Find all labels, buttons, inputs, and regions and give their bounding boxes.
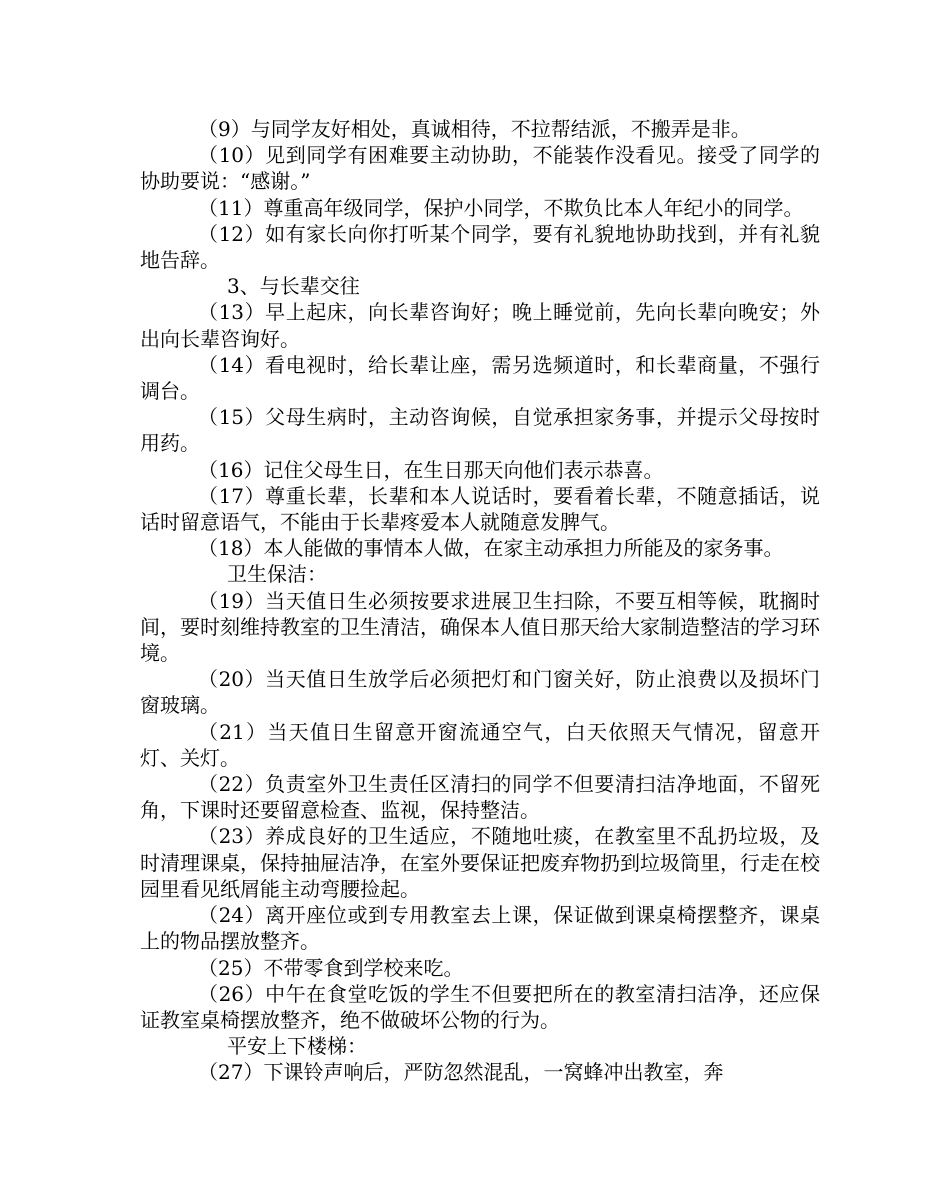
rule-item-10: （10）见到同学有困难要主动协助，不能装作没看见。接受了同学的协助要说：“感谢。” <box>140 143 820 194</box>
rule-item-25: （25）不带零食到学校来吃。 <box>198 955 464 980</box>
rule-item-26: （26）中午在食堂吃饭的学生不但要把所在的教室清扫洁净，还应保证教室桌椅摆放整齐，绝不做破坏公物的行为。 <box>140 981 820 1032</box>
rule-item-17: （17）尊重长辈，长辈和本人说话时，要看着长辈，不随意插话，说话时留意语气，不能由于长辈疼爱本人就随意发脾气。 <box>140 483 820 535</box>
section-heading-hygiene: 卫生保洁： <box>227 562 327 587</box>
rule-item-22: （22）负责室外卫生责任区清扫的同学不但要清扫洁净地面，不留死角，下课时还要留意检查、监视，保持整洁。 <box>140 772 820 823</box>
rule-item-24: （24）离开座位或到专用教室去上课，保证做到课桌椅摆整齐，课桌上的物品摆放整齐。 <box>140 903 820 954</box>
rule-item-27: （27）下课铃声响后，严防忽然混乱，一窝蜂冲出教室，奔 <box>198 1060 724 1085</box>
rule-item-9: （9）与同学友好相处，真诚相待，不拉帮结派，不搬弄是非。 <box>198 117 751 141</box>
rule-item-20: （20）当天值日生放学后必须把灯和门窗关好，防止浪费以及损坏门窗玻璃。 <box>140 667 820 718</box>
document-body <box>140 116 820 1086</box>
rule-item-12: （12）如有家长向你打听某个同学，要有礼貌地协助找到，并有礼貌地告辞。 <box>140 221 820 273</box>
rule-item-16: （16）记住父母生日，在生日那天向他们表示恭喜。 <box>198 457 664 482</box>
rule-item-15: （15）父母生病时，主动咨询候，自觉承担家务事，并提示父母按时用药。 <box>140 405 820 456</box>
rule-item-13: （13）早上起床，向长辈咨询好；晚上睡觉前，先向长辈向晚安；外出向长辈咨询好。 <box>140 300 820 351</box>
section-heading-stairs: 平安上下楼梯： <box>227 1034 367 1059</box>
rule-item-11: （11）尊重高年级同学，保护小同学，不欺负比本人年纪小的同学。 <box>198 195 804 220</box>
rule-item-19: （19）当天值日生必须按要求进展卫生扫除，不要互相等候，耽搁时间，要时刻维持教室的卫生清洁，确保本人值日那天给大家制造整洁的学习环境。 <box>140 588 820 666</box>
rule-item-14: （14）看电视时，给长辈让座，需另选频道时，和长辈商量，不强行调台。 <box>140 352 820 404</box>
rule-item-18: （18）本人能做的事情本人做，在家主动承担力所能及的家务事。 <box>198 536 784 561</box>
section-heading-elders: 3、与长辈交往 <box>227 274 360 299</box>
rule-item-21: （21）当天值日生留意开窗流通空气，白天依照天气情况，留意开灯、关灯。 <box>140 719 820 770</box>
rule-item-23: （23）养成良好的卫生适应，不随地吐痰，在教室里不乱扔垃圾，及时清理课桌，保持抽屉洁净，在室外要保证把废弃物扔到垃圾筒里，行走在校园里看见纸屑能主动弯腰捡起。 <box>140 824 820 901</box>
